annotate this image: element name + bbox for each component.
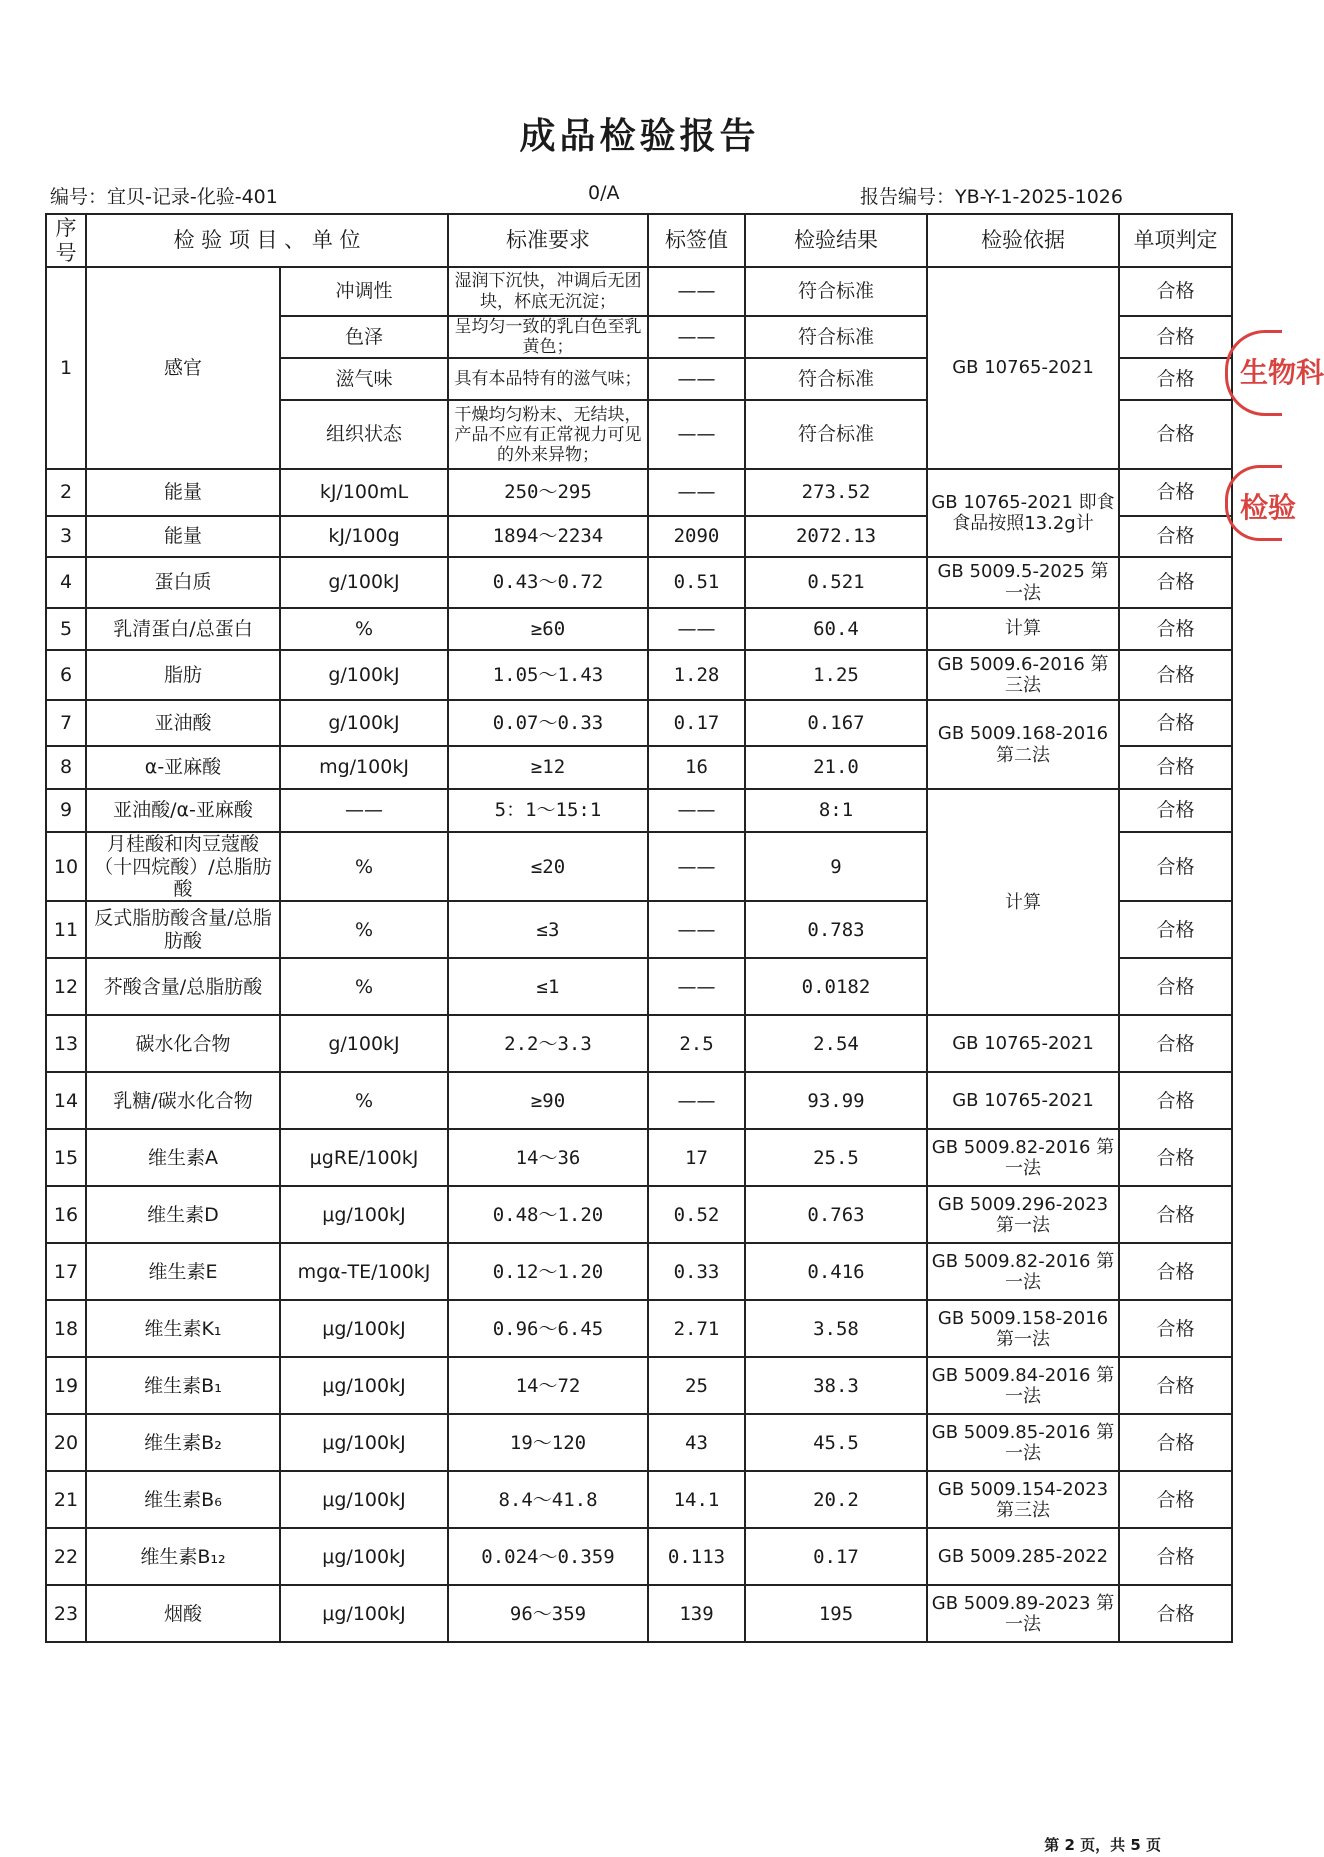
result: 符合标准 [745, 358, 927, 400]
label-value: 0.113 [648, 1528, 745, 1585]
item-name: α-亚麻酸 [86, 746, 280, 789]
item-name: 能量 [86, 516, 280, 557]
result: 0.17 [745, 1528, 927, 1585]
item-name: 感官 [86, 267, 280, 469]
row-no: 16 [46, 1186, 86, 1243]
item-name: 反式脂肪酸含量/总脂肪酸 [86, 901, 280, 958]
result: 2072.13 [745, 516, 927, 557]
basis: 计算 [927, 608, 1119, 650]
basis: GB 5009.6-2016 第三法 [927, 650, 1119, 700]
standard: ≥12 [448, 746, 648, 789]
label-value: —— [648, 400, 745, 469]
item-name: 维生素D [86, 1186, 280, 1243]
item-name: 维生素A [86, 1129, 280, 1186]
table-row [46, 1186, 1232, 1243]
result: 21.0 [745, 746, 927, 789]
row-no: 14 [46, 1072, 86, 1129]
table-row [46, 1357, 1232, 1414]
label-value: 2090 [648, 516, 745, 557]
basis: GB 5009.5-2025 第一法 [927, 557, 1119, 608]
item-name: 乳糖/碳水化合物 [86, 1072, 280, 1129]
row-no: 21 [46, 1471, 86, 1528]
label-value: 43 [648, 1414, 745, 1471]
unit: μg/100kJ [280, 1414, 448, 1471]
basis: GB 5009.89-2023 第一法 [927, 1585, 1119, 1642]
item-name: 芥酸含量/总脂肪酸 [86, 958, 280, 1015]
row-no: 19 [46, 1357, 86, 1414]
row-no: 9 [46, 789, 86, 832]
item-name: 维生素B₂ [86, 1414, 280, 1471]
table-row [46, 1528, 1232, 1585]
result: 9 [745, 832, 927, 901]
judgement: 合格 [1119, 1414, 1232, 1471]
result: 符合标准 [745, 400, 927, 469]
standard: 14～36 [448, 1129, 648, 1186]
standard: 250～295 [448, 469, 648, 516]
unit: kJ/100mL [280, 469, 448, 516]
label-value: 2.5 [648, 1015, 745, 1072]
unit: % [280, 832, 448, 901]
unit: —— [280, 789, 448, 832]
result: 45.5 [745, 1414, 927, 1471]
item-name: 月桂酸和肉豆蔻酸（十四烷酸）/总脂肪酸 [86, 832, 280, 901]
unit: % [280, 901, 448, 958]
row-no: 11 [46, 901, 86, 958]
table-row [46, 1015, 1232, 1072]
standard: 干燥均匀粉末、无结块，产品不应有正常视力可见的外来异物； [448, 400, 648, 469]
col-standard: 标准要求 [448, 214, 648, 267]
basis: GB 10765-2021 [927, 1072, 1119, 1129]
unit: μg/100kJ [280, 1585, 448, 1642]
judgement: 合格 [1119, 316, 1232, 358]
standard: ≥60 [448, 608, 648, 650]
result: 符合标准 [745, 267, 927, 316]
label-value: 17 [648, 1129, 745, 1186]
label-value: 1.28 [648, 650, 745, 700]
label-value: —— [648, 832, 745, 901]
label-value: —— [648, 267, 745, 316]
unit: μg/100kJ [280, 1357, 448, 1414]
table-row [46, 557, 1232, 608]
result: 60.4 [745, 608, 927, 650]
row-no: 3 [46, 516, 86, 557]
unit: kJ/100g [280, 516, 448, 557]
standard: 8.4～41.8 [448, 1471, 648, 1528]
item-name: 亚油酸 [86, 700, 280, 746]
unit: g/100kJ [280, 557, 448, 608]
standard: 5：1～15:1 [448, 789, 648, 832]
standard: 14～72 [448, 1357, 648, 1414]
result: 符合标准 [745, 316, 927, 358]
unit: μg/100kJ [280, 1471, 448, 1528]
judgement: 合格 [1119, 1357, 1232, 1414]
standard: 2.2～3.3 [448, 1015, 648, 1072]
standard: 19～120 [448, 1414, 648, 1471]
judgement: 合格 [1119, 1585, 1232, 1642]
judgement: 合格 [1119, 1129, 1232, 1186]
result: 0.783 [745, 901, 927, 958]
basis: GB 10765-2021 [927, 267, 1119, 469]
unit: μgRE/100kJ [280, 1129, 448, 1186]
row-no: 15 [46, 1129, 86, 1186]
result: 273.52 [745, 469, 927, 516]
label-value: —— [648, 1072, 745, 1129]
row-no: 2 [46, 469, 86, 516]
standard: 0.024～0.359 [448, 1528, 648, 1585]
label-value: 16 [648, 746, 745, 789]
page-number: 第 2 页，共 5 页 [1044, 1836, 1161, 1854]
row-no: 23 [46, 1585, 86, 1642]
basis: GB 5009.85-2016 第一法 [927, 1414, 1119, 1471]
standard: ≤3 [448, 901, 648, 958]
standard: 1894～2234 [448, 516, 648, 557]
basis: GB 5009.82-2016 第一法 [927, 1243, 1119, 1300]
row-no: 10 [46, 832, 86, 901]
col-result: 检验结果 [745, 214, 927, 267]
standard: 湿润下沉快，冲调后无团块，杯底无沉淀； [448, 267, 648, 316]
item-name: 亚油酸/α-亚麻酸 [86, 789, 280, 832]
standard: 96～359 [448, 1585, 648, 1642]
unit: μg/100kJ [280, 1300, 448, 1357]
judgement: 合格 [1119, 958, 1232, 1015]
judgement: 合格 [1119, 1186, 1232, 1243]
result: 195 [745, 1585, 927, 1642]
label-value: 0.17 [648, 700, 745, 746]
basis: GB 5009.158-2016 第一法 [927, 1300, 1119, 1357]
table-row [46, 700, 1232, 746]
judgement: 合格 [1119, 901, 1232, 958]
basis: GB 5009.154-2023 第三法 [927, 1471, 1119, 1528]
judgement: 合格 [1119, 358, 1232, 400]
judgement: 合格 [1119, 650, 1232, 700]
standard: 0.48～1.20 [448, 1186, 648, 1243]
label-value: 0.52 [648, 1186, 745, 1243]
unit: % [280, 958, 448, 1015]
basis: GB 5009.84-2016 第一法 [927, 1357, 1119, 1414]
judgement: 合格 [1119, 1300, 1232, 1357]
standard: 0.96～6.45 [448, 1300, 648, 1357]
result: 8:1 [745, 789, 927, 832]
result: 0.763 [745, 1186, 927, 1243]
table-row [46, 1414, 1232, 1471]
item-name: 维生素B₆ [86, 1471, 280, 1528]
unit: g/100kJ [280, 700, 448, 746]
judgement: 合格 [1119, 1243, 1232, 1300]
basis: GB 5009.82-2016 第一法 [927, 1129, 1119, 1186]
sensory-attr: 色泽 [280, 316, 448, 358]
standard: 0.07～0.33 [448, 700, 648, 746]
row-no: 6 [46, 650, 86, 700]
item-name: 碳水化合物 [86, 1015, 280, 1072]
row-no: 20 [46, 1414, 86, 1471]
report-number: 报告编号：YB-Y-1-2025-1026 [860, 186, 1123, 208]
table-row [46, 1585, 1232, 1642]
unit: mg/100kJ [280, 746, 448, 789]
unit: g/100kJ [280, 1015, 448, 1072]
item-name: 维生素B₁ [86, 1357, 280, 1414]
label-value: 0.51 [648, 557, 745, 608]
item-name: 蛋白质 [86, 557, 280, 608]
judgement: 合格 [1119, 516, 1232, 557]
table-row [46, 469, 1232, 516]
table-header [46, 214, 1232, 267]
row-no: 18 [46, 1300, 86, 1357]
result: 0.0182 [745, 958, 927, 1015]
sensory-attr: 冲调性 [280, 267, 448, 316]
label-value: —— [648, 958, 745, 1015]
standard: 具有本品特有的滋气味； [448, 358, 648, 400]
judgement: 合格 [1119, 789, 1232, 832]
item-name: 维生素E [86, 1243, 280, 1300]
standard: ≤1 [448, 958, 648, 1015]
col-label-value: 标签值 [648, 214, 745, 267]
standard: 0.12～1.20 [448, 1243, 648, 1300]
label-value: —— [648, 608, 745, 650]
row-no: 22 [46, 1528, 86, 1585]
item-name: 维生素K₁ [86, 1300, 280, 1357]
table-row [46, 1072, 1232, 1129]
label-value: —— [648, 469, 745, 516]
judgement: 合格 [1119, 557, 1232, 608]
result: 0.521 [745, 557, 927, 608]
row-no: 1 [46, 267, 86, 469]
basis: GB 5009.168-2016 第二法 [927, 700, 1119, 789]
basis: GB 10765-2021 [927, 1015, 1119, 1072]
version: 0/A [588, 182, 620, 204]
table-row [46, 1243, 1232, 1300]
judgement: 合格 [1119, 608, 1232, 650]
item-name: 维生素B₁₂ [86, 1528, 280, 1585]
result: 20.2 [745, 1471, 927, 1528]
item-name: 乳清蛋白/总蛋白 [86, 608, 280, 650]
label-value: —— [648, 358, 745, 400]
stamp-top-text: 生物科 [1240, 356, 1324, 389]
table-row [46, 608, 1232, 650]
judgement: 合格 [1119, 267, 1232, 316]
col-judgement: 单项判定 [1119, 214, 1232, 267]
table-row [46, 1300, 1232, 1357]
standard: ≥90 [448, 1072, 648, 1129]
stamp-bottom-text: 检验 [1240, 491, 1297, 524]
label-value: 25 [648, 1357, 745, 1414]
col-seq: 序号 [46, 214, 86, 267]
label-value: 2.71 [648, 1300, 745, 1357]
basis: GB 5009.296-2023 第一法 [927, 1186, 1119, 1243]
standard: 1.05～1.43 [448, 650, 648, 700]
table-row [46, 267, 1232, 316]
label-value: —— [648, 901, 745, 958]
col-basis: 检验依据 [927, 214, 1119, 267]
item-name: 脂肪 [86, 650, 280, 700]
unit: μg/100kJ [280, 1186, 448, 1243]
row-no: 7 [46, 700, 86, 746]
row-no: 5 [46, 608, 86, 650]
judgement: 合格 [1119, 700, 1232, 746]
row-no: 8 [46, 746, 86, 789]
standard: 0.43～0.72 [448, 557, 648, 608]
item-name: 烟酸 [86, 1585, 280, 1642]
label-value: 14.1 [648, 1471, 745, 1528]
row-no: 17 [46, 1243, 86, 1300]
result: 0.167 [745, 700, 927, 746]
red-stamp-top [1225, 330, 1324, 416]
basis: 计算 [927, 789, 1119, 1015]
result: 25.5 [745, 1129, 927, 1186]
table-row [46, 789, 1232, 832]
inspection-table [45, 213, 1233, 1643]
label-value: 0.33 [648, 1243, 745, 1300]
red-stamp-bottom [1225, 465, 1297, 541]
standard: 呈均匀一致的乳白色至乳黄色； [448, 316, 648, 358]
judgement: 合格 [1119, 400, 1232, 469]
document-number: 编号：宜贝-记录-化验-401 [50, 186, 278, 208]
item-name: 能量 [86, 469, 280, 516]
unit: % [280, 608, 448, 650]
judgement: 合格 [1119, 1528, 1232, 1585]
unit: μg/100kJ [280, 1528, 448, 1585]
unit: % [280, 1072, 448, 1129]
result: 93.99 [745, 1072, 927, 1129]
row-no: 13 [46, 1015, 86, 1072]
sensory-attr: 组织状态 [280, 400, 448, 469]
judgement: 合格 [1119, 1015, 1232, 1072]
col-item-unit: 检 验 项 目 、 单 位 [86, 214, 448, 267]
standard: ≤20 [448, 832, 648, 901]
sensory-attr: 滋气味 [280, 358, 448, 400]
judgement: 合格 [1119, 746, 1232, 789]
label-value: —— [648, 789, 745, 832]
result: 3.58 [745, 1300, 927, 1357]
judgement: 合格 [1119, 1471, 1232, 1528]
label-value: —— [648, 316, 745, 358]
judgement: 合格 [1119, 469, 1232, 516]
result: 0.416 [745, 1243, 927, 1300]
unit: mgα-TE/100kJ [280, 1243, 448, 1300]
table-row [46, 650, 1232, 700]
row-no: 4 [46, 557, 86, 608]
table-row [46, 1471, 1232, 1528]
row-no: 12 [46, 958, 86, 1015]
unit: g/100kJ [280, 650, 448, 700]
judgement: 合格 [1119, 832, 1232, 901]
table-row [46, 1129, 1232, 1186]
basis: GB 10765-2021 即食食品按照13.2g计 [927, 469, 1119, 557]
result: 2.54 [745, 1015, 927, 1072]
judgement: 合格 [1119, 1072, 1232, 1129]
label-value: 139 [648, 1585, 745, 1642]
basis: GB 5009.285-2022 [927, 1528, 1119, 1585]
result: 38.3 [745, 1357, 927, 1414]
report-title: 成品检验报告 [519, 116, 760, 157]
result: 1.25 [745, 650, 927, 700]
